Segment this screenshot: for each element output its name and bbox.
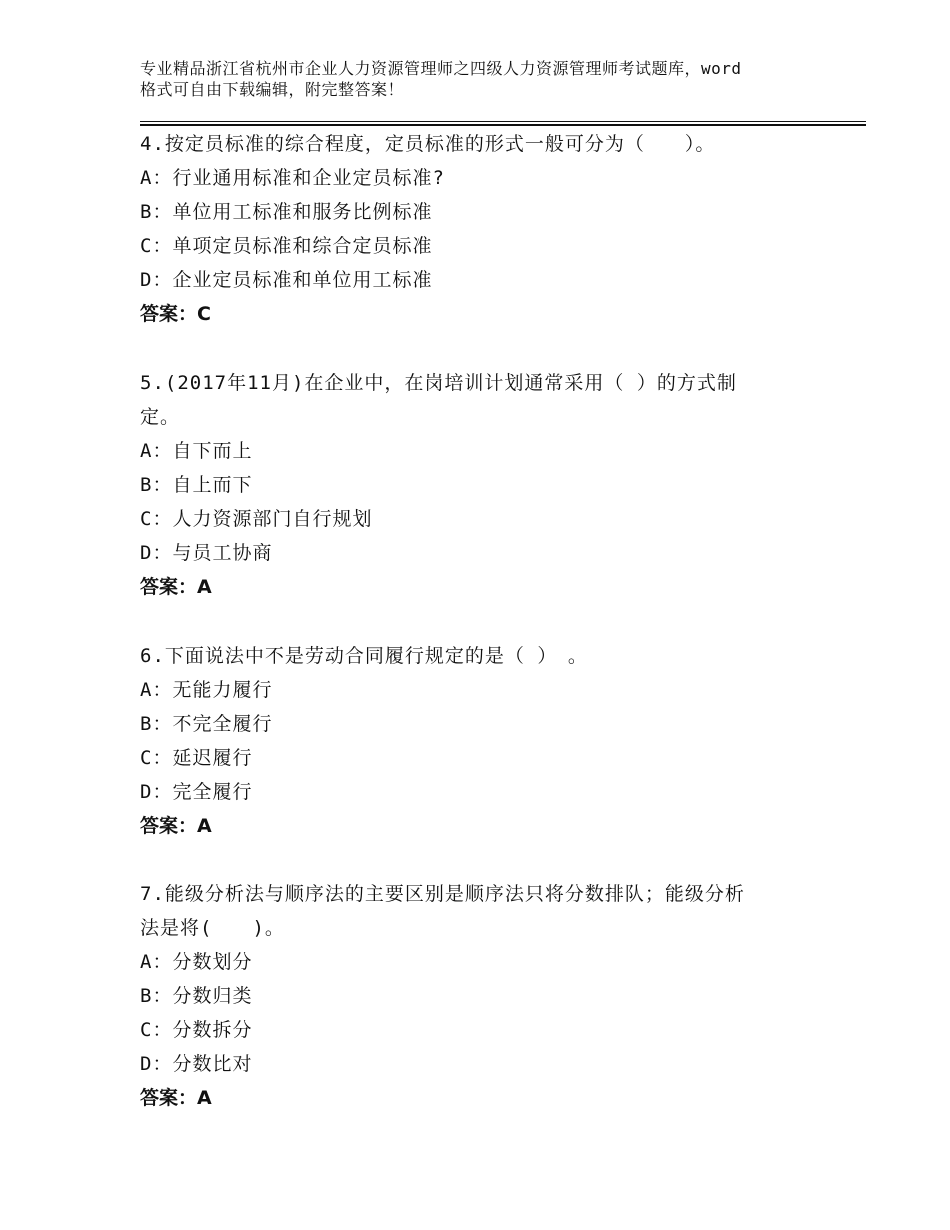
question-stem: 4.按定员标准的综合程度，定员标准的形式一般可分为（ ）。: [140, 133, 716, 155]
question-stem: 6.下面说法中不是劳动合同履行规定的是（ ） 。: [140, 645, 588, 667]
option-d: D：完全履行: [140, 781, 253, 803]
option-c: C：单项定员标准和综合定员标准: [140, 235, 433, 257]
option-d: D：企业定员标准和单位用工标准: [140, 269, 433, 291]
option-a: A：无能力履行: [140, 679, 273, 701]
option-d: D：分数比对: [140, 1053, 253, 1075]
question-block: [140, 366, 820, 604]
document-header: [140, 58, 840, 100]
question-block: [140, 877, 820, 1115]
header-line-1: 专业精品浙江省杭州市企业人力资源管理师之四级人力资源管理师考试题库，word: [140, 59, 742, 78]
answer-label: 答案：A: [140, 576, 212, 598]
question-block: [140, 127, 820, 331]
option-b: B：自上而下: [140, 474, 253, 496]
answer-label: 答案：C: [140, 303, 211, 325]
question-stem: 5.(2017年11月)在企业中，在岗培训计划通常采用（ ）的方式制: [140, 372, 737, 394]
header-line-2: 格式可自由下载编辑，附完整答案！: [140, 80, 405, 99]
answer-label: 答案：A: [140, 1087, 212, 1109]
option-c: C：分数拆分: [140, 1019, 253, 1041]
question-stem: 7.能级分析法与顺序法的主要区别是顺序法只将分数排队；能级分析: [140, 883, 745, 905]
option-c: C：延迟履行: [140, 747, 253, 769]
option-c: C：人力资源部门自行规划: [140, 508, 373, 530]
option-d: D：与员工协商: [140, 542, 273, 564]
option-b: B：分数归类: [140, 985, 253, 1007]
option-a: A：自下而上: [140, 440, 253, 462]
question-stem-continued: 定。: [140, 406, 181, 428]
option-a: A：行业通用标准和企业定员标准?: [140, 167, 445, 189]
question-stem-continued: 法是将( )。: [140, 917, 285, 939]
option-b: B：单位用工标准和服务比例标准: [140, 201, 433, 223]
header-divider-thick: [140, 124, 866, 126]
answer-label: 答案：A: [140, 815, 212, 837]
option-a: A：分数划分: [140, 951, 253, 973]
header-divider-thin: [140, 121, 866, 122]
question-block: [140, 639, 820, 843]
option-b: B：不完全履行: [140, 713, 273, 735]
